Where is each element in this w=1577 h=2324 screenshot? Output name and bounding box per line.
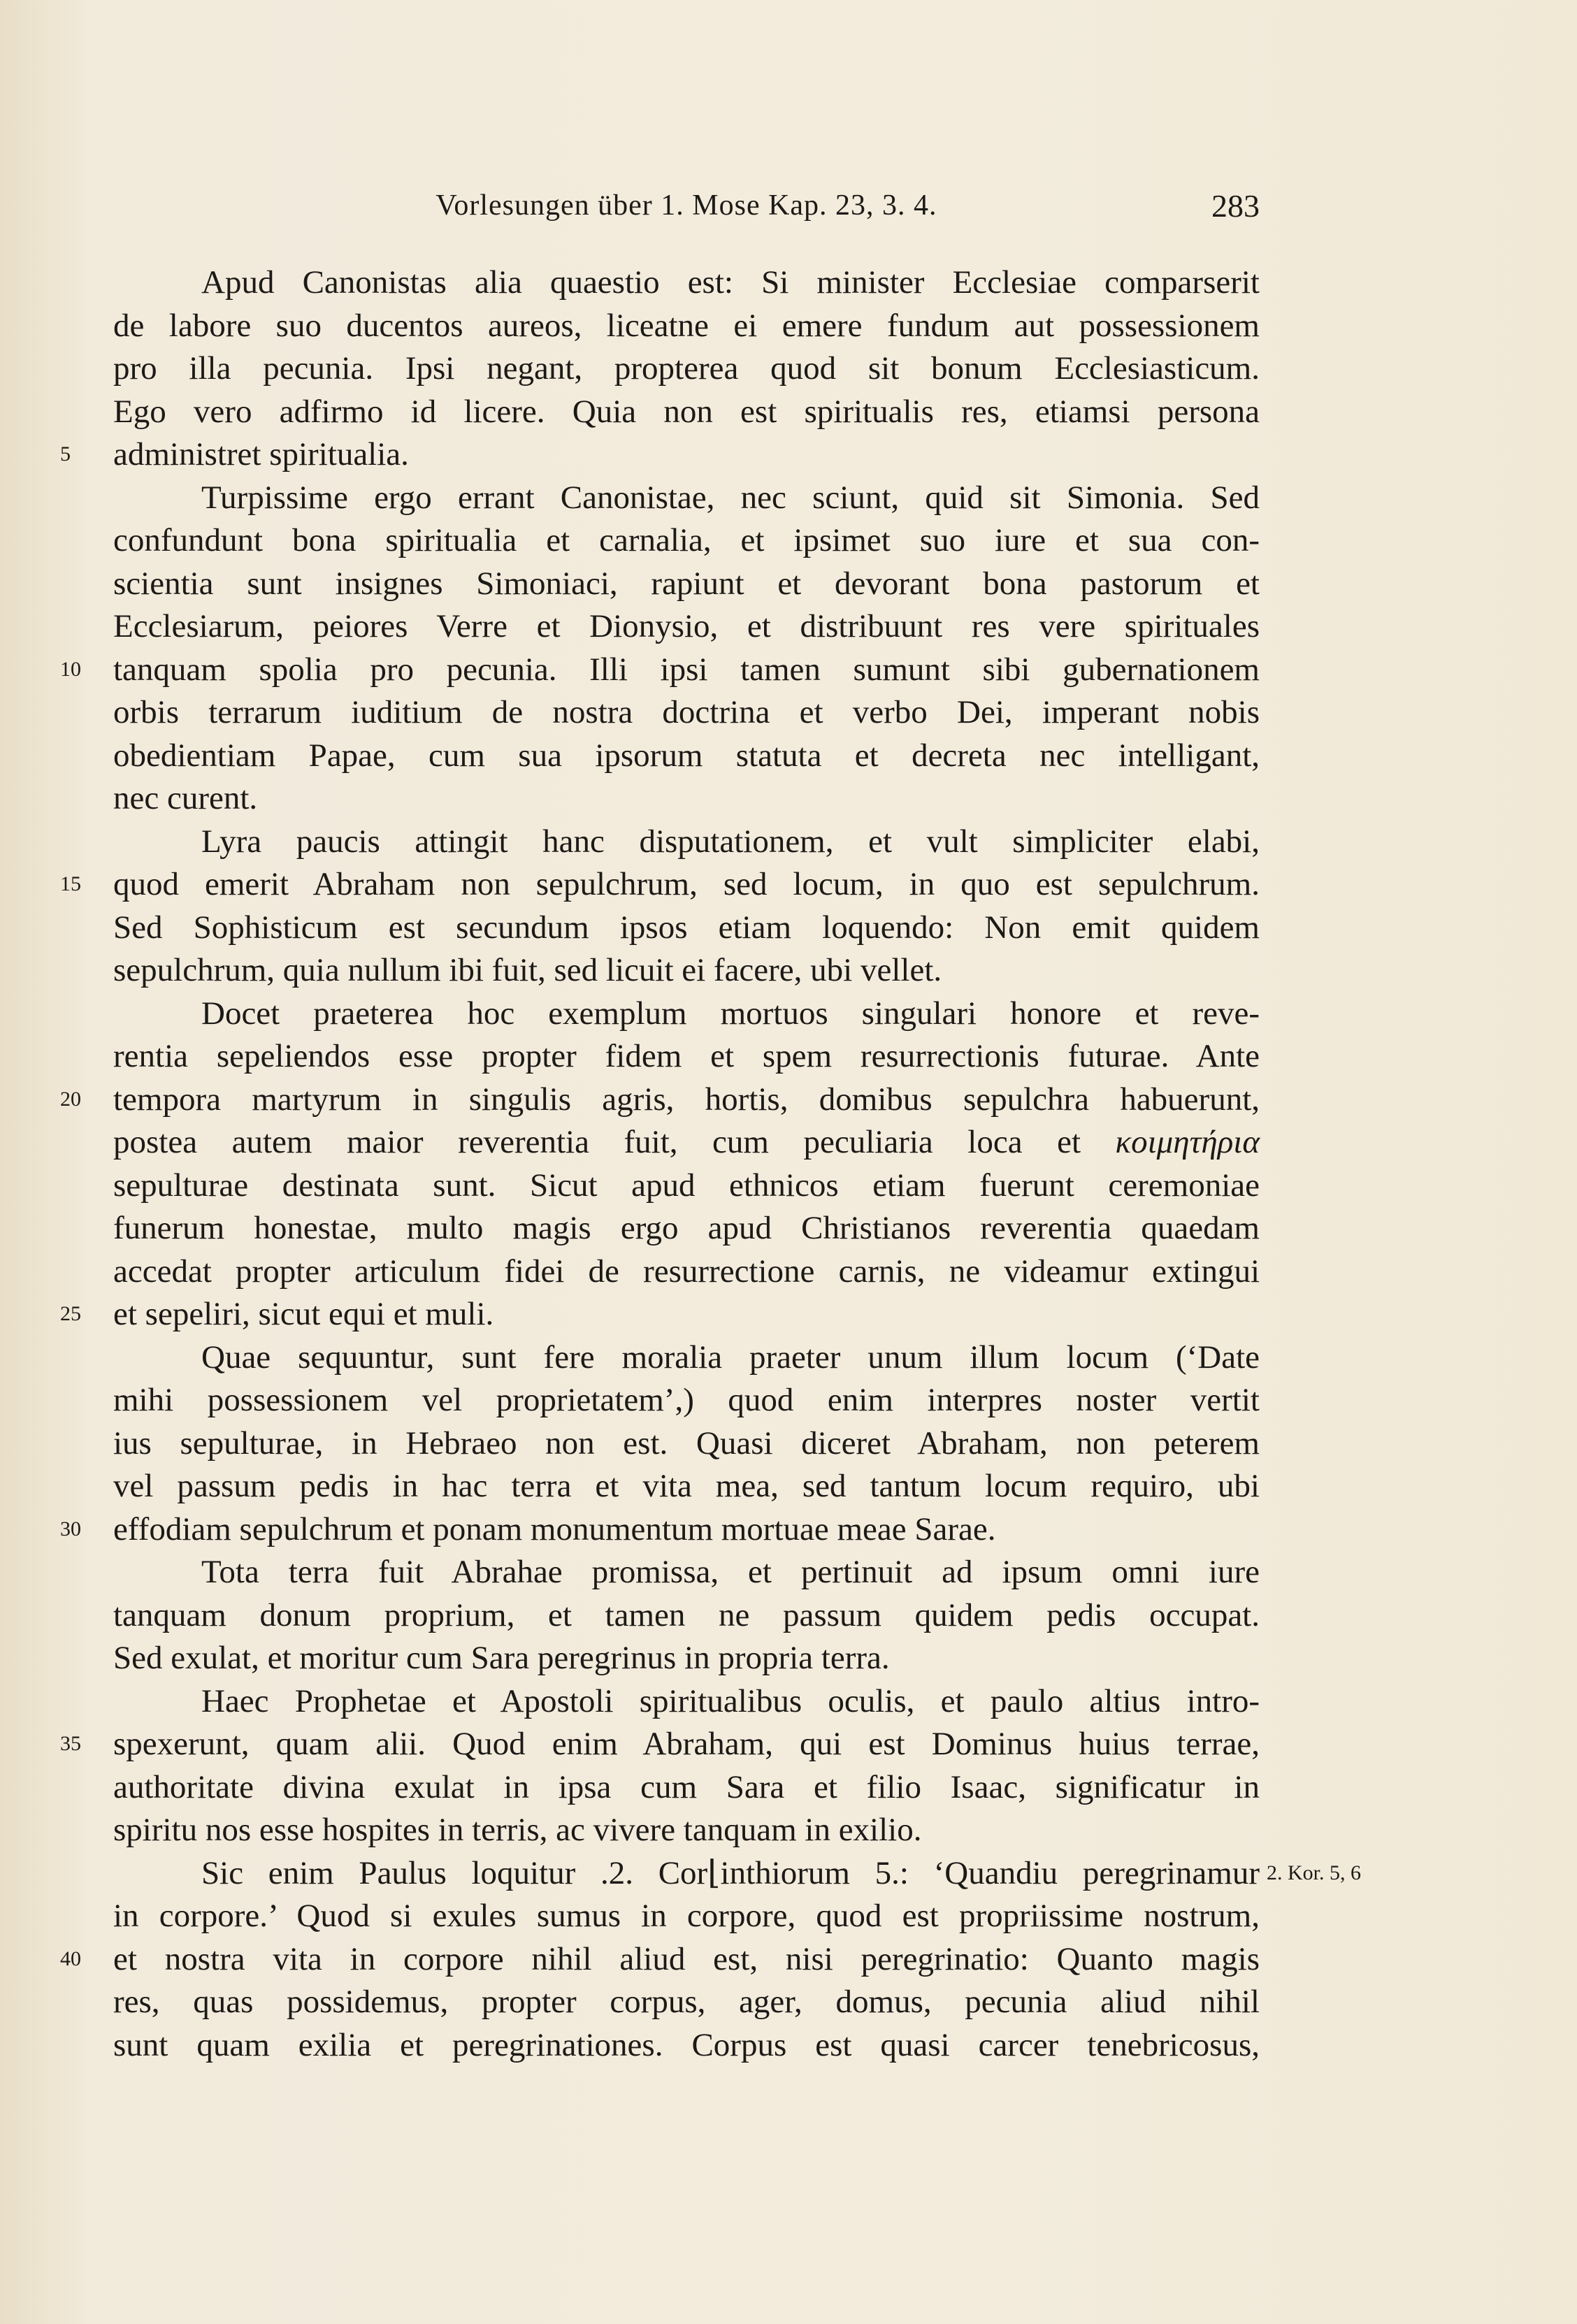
text-line: administret spiritualia.	[113, 436, 409, 472]
text-line: Lyra paucis attingit hanc disputationem, et vult simpliciter elabi,	[201, 823, 1260, 860]
text-line: accedat propter articulum fidei de resurrectione carnis, ne videamur extingui	[113, 1253, 1260, 1290]
text-line: authoritate divina exulat in ipsa cum Sara et filio Isaac, significatur in	[113, 1769, 1260, 1805]
text-line: orbis terrarum iuditium de nostra doctrina et verbo Dei, imperant nobis	[113, 694, 1260, 730]
text-line: quod emerit Abraham non sepulchrum, sed locum, in quo est sepulchrum.	[113, 866, 1260, 902]
text-line: rentia sepeliendos esse propter fidem et spem resurrectionis futurae. Ante	[113, 1038, 1260, 1074]
text-line: spexerunt, quam alii. Quod enim Abraham, qui est Dominus huius terrae,	[113, 1726, 1260, 1762]
text-line: vel passum pedis in hac terra et vita mea, sed tantum locum requiro, ubi	[113, 1468, 1260, 1504]
text-line: nec curent.	[113, 780, 258, 816]
text-line: Quae sequuntur, sunt fere moralia praeter unum illum locum (‘Date	[201, 1339, 1260, 1376]
text-line: sepulturae destinata sunt. Sicut apud ethnicos etiam fuerunt ceremoniae	[113, 1167, 1260, 1204]
text-line: et nostra vita in corpore nihil aliud est, nisi peregrinatio: Quanto magis	[113, 1941, 1260, 1977]
page-number: 283	[1211, 188, 1260, 224]
text-line: Ego vero adfirmo id licere. Quia non est spiritualis res, etiamsi persona	[113, 394, 1260, 430]
text-line: ius sepulturae, in Hebraeo non est. Quasi diceret Abraham, non peterem	[113, 1425, 1260, 1461]
text-line	[113, 1121, 1260, 1163]
line-number: 35	[60, 1732, 81, 1755]
text-line: Sed exulat, et moritur cum Sara peregrinus in propria terra.	[113, 1640, 890, 1676]
text-line: et sepeliri, sicut equi et muli.	[113, 1296, 494, 1332]
text-line: tempora martyrum in singulis agris, hortis, domibus sepulchra habuerunt,	[113, 1081, 1260, 1118]
text-line: scientia sunt insignes Simoniaci, rapiunt et devorant bona pastorum et	[113, 565, 1260, 602]
line-number: 10	[60, 658, 81, 681]
text-line: Apud Canonistas alia quaestio est: Si minister Ecclesiae comparserit	[201, 264, 1260, 301]
line-number: 20	[60, 1088, 81, 1111]
text-line: obedientiam Papae, cum sua ipsorum statuta et decreta nec intelligant,	[113, 737, 1260, 774]
line-number: 25	[60, 1302, 81, 1325]
margin-reference: 2. Kor. 5, 6	[1267, 1861, 1361, 1884]
text-line: effodiam sepulchrum et ponam monumentum mortuae meae Sarae.	[113, 1511, 996, 1547]
text-line: Turpissime ergo errant Canonistae, nec sciunt, quid sit Simonia. Sed	[201, 479, 1260, 516]
text-line: Ecclesiarum, peiores Verre et Dionysio, et distribuunt res vere spirituales	[113, 608, 1260, 644]
text-line: mihi possessionem vel proprietatem’,) quod enim interpres noster vertit	[113, 1382, 1260, 1418]
text-line: Haec Prophetae et Apostoli spiritualibus oculis, et paulo altius intro-	[201, 1683, 1260, 1719]
text-line: funerum honestae, multo magis ergo apud Christianos reverentia quaedam	[113, 1210, 1260, 1246]
text-line: Sed Sophisticum est secundum ipsos etiam loquendo: Non emit quidem	[113, 909, 1260, 946]
text-line: Docet praeterea hoc exemplum mortuos singulari honore et reve-	[201, 995, 1260, 1032]
text-line: spiritu nos esse hospites in terris, ac vivere tanquam in exilio.	[113, 1812, 922, 1848]
text-line: sepulchrum, quia nullum ibi fuit, sed licuit ei facere, ubi vellet.	[113, 952, 942, 988]
text-line: Tota terra fuit Abrahae promissa, et pertinuit ad ipsum omni iure	[201, 1554, 1260, 1590]
text-line: sunt quam exilia et peregrinationes. Corpus est quasi carcer tenebricosus,	[113, 2027, 1260, 2063]
text-line: tanquam donum proprium, et tamen ne passum quidem pedis occupat.	[113, 1597, 1260, 1633]
line-number: 40	[60, 1947, 81, 1970]
running-head: Vorlesungen über 1. Mose Kap. 23, 3. 4.	[435, 189, 937, 222]
text-line: tanquam spolia pro pecunia. Illi ipsi tamen sumunt sibi gubernationem	[113, 651, 1260, 688]
page-header	[113, 183, 1260, 232]
text-line: de labore suo ducentos aureos, liceatne ei emere fundum aut possessionem	[113, 308, 1260, 344]
text-line: res, quas possidemus, propter corpus, ager, domus, pecunia aliud nihil	[113, 1984, 1260, 2020]
line-number: 15	[60, 872, 81, 895]
line-number: 30	[60, 1517, 81, 1540]
text-line: pro illa pecunia. Ipsi negant, propterea quod sit bonum Ecclesiasticum.	[113, 350, 1260, 387]
line-number: 5	[60, 442, 71, 465]
text-line: confundunt bona spiritualia et carnalia, et ipsimet suo iure et sua con-	[113, 522, 1260, 558]
text-line-part: postea autem maior reverentia fuit, cum peculiaria loca et	[113, 1124, 1081, 1160]
greek-word: κοιμητήρια	[1115, 1124, 1260, 1160]
text-line: Sic enim Paulus loquitur .2. Cor⌊inthiorum 5.: ‘Quandiu peregrinamur	[201, 1855, 1260, 1891]
text-line: in corpore.’ Quod si exules sumus in corpore, quod est propriissime nostrum,	[113, 1898, 1260, 1934]
